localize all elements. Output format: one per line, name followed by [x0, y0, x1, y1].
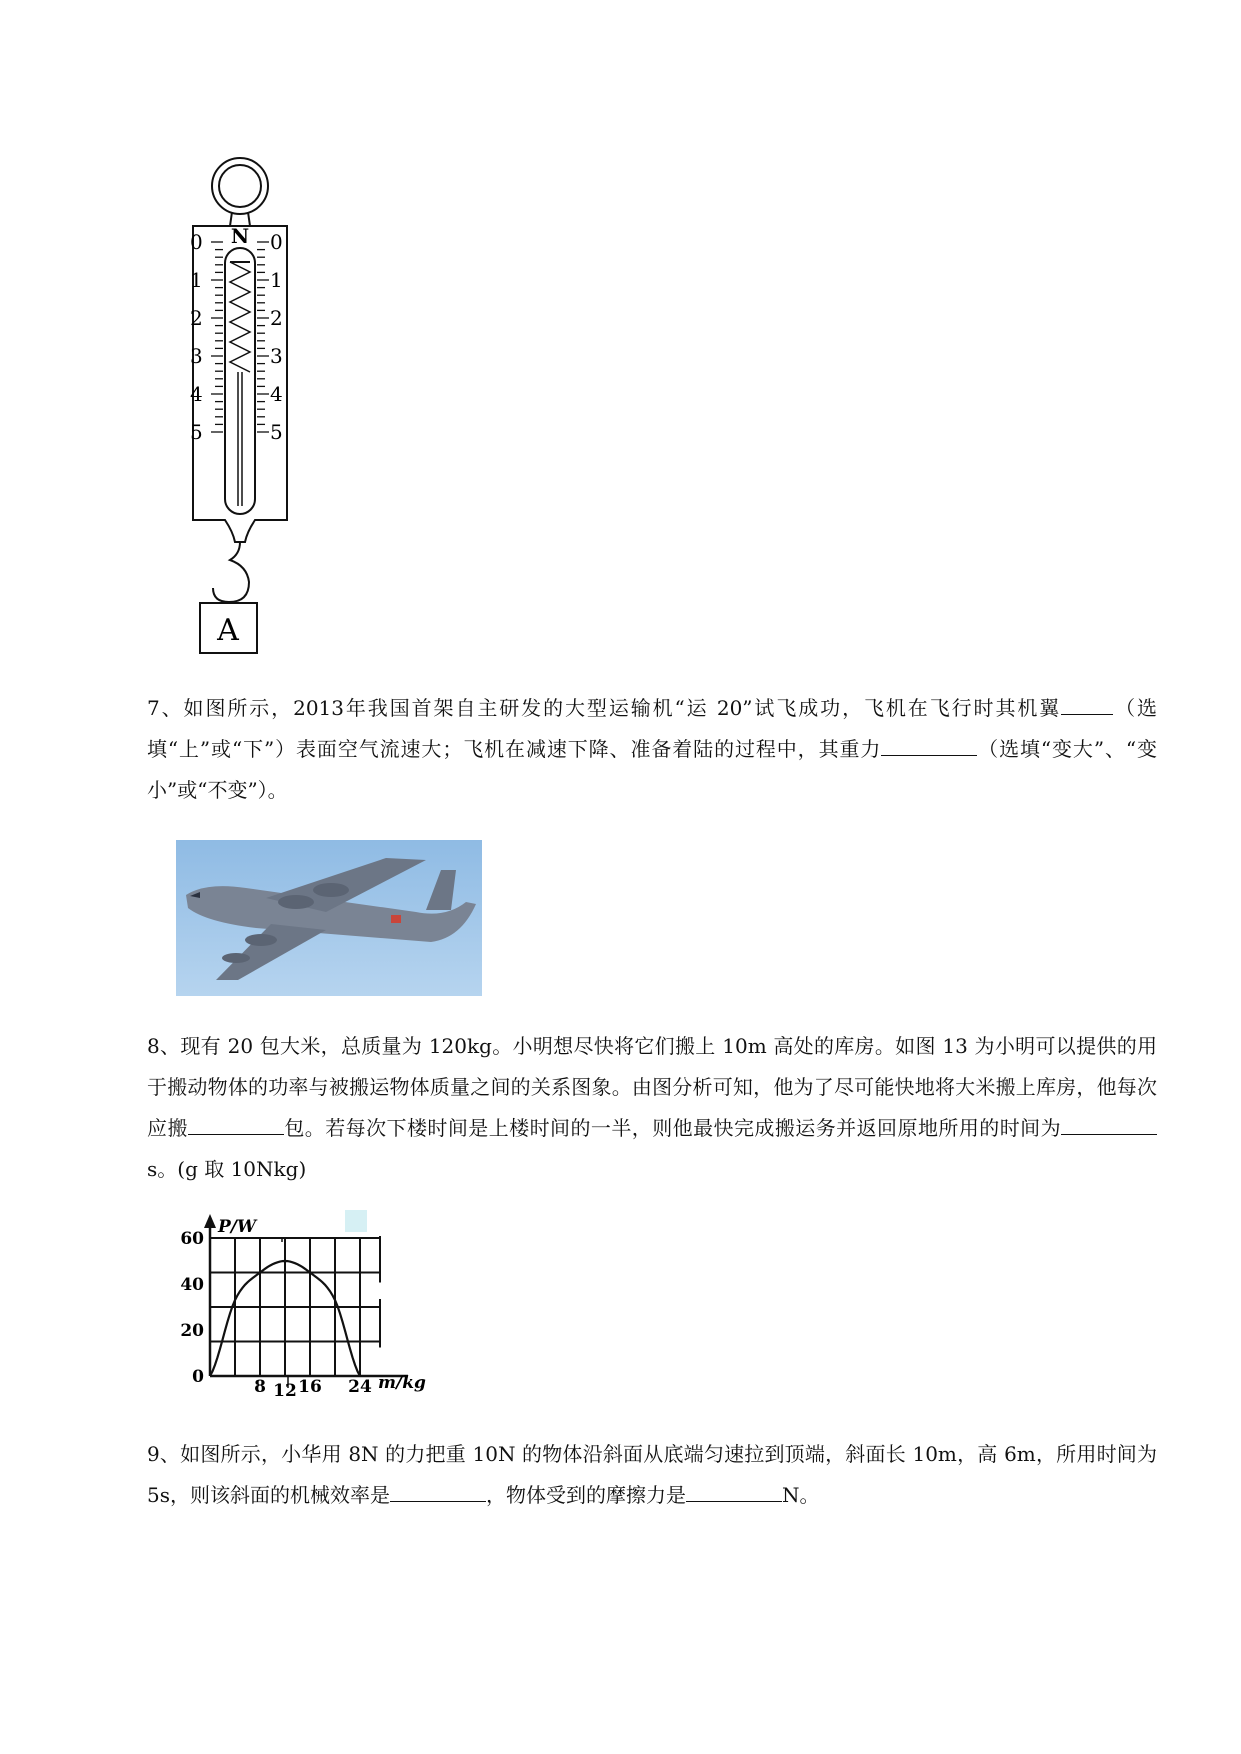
- q7-blank-2: [881, 733, 977, 756]
- x-axis-label: m/kg: [378, 1373, 426, 1393]
- tick-label-left-0: 0: [190, 230, 203, 254]
- unit-label: N: [230, 224, 250, 248]
- tick-label-right-1: 1: [270, 268, 283, 292]
- q9-text-1: 9、如图所示，小华用 8N 的力把重 10N 的物体沿斜面从底端匀速拉到顶端，斜面长 10m，高 6m，所用时间为 5s，则该斜面的机械效率是: [147, 1442, 1157, 1507]
- left-scale-ticks: [211, 242, 223, 432]
- q8-blank-1: [188, 1112, 284, 1135]
- q9-text-2: ，物体受到的摩擦力是: [486, 1483, 686, 1507]
- q7-text-3: （选填“变大”、“变小”或“不变”）。: [147, 737, 1157, 802]
- chart-grid: [210, 1236, 380, 1376]
- y-tick-label: 40: [180, 1275, 204, 1295]
- y-tick-label: 0: [192, 1367, 204, 1387]
- tick-label-left-4: 4: [190, 382, 203, 406]
- y-tick-label: 60: [180, 1229, 204, 1249]
- tick-label-right-2: 2: [270, 306, 283, 330]
- tick-label-left-3: 3: [190, 344, 203, 368]
- tick-label-right-0: 0: [270, 230, 283, 254]
- q9-blank-2: [686, 1479, 782, 1502]
- question-9: [147, 1434, 1157, 1516]
- spring-balance-figure: [185, 150, 305, 660]
- tick-label-left-1: 1: [190, 268, 203, 292]
- question-7: [147, 688, 1157, 811]
- q9-blank-1: [390, 1479, 486, 1502]
- x-tick-label: 16: [298, 1377, 322, 1397]
- tick-label-left-5: 5: [190, 420, 203, 444]
- q9-text-3: N。: [782, 1483, 820, 1507]
- transport-plane-photo: [176, 840, 482, 996]
- q7-text-1: 7、如图所示，2013年我国首架自主研发的大型运输机“运 20”试飞成功，飞机在飞行时其机翼: [147, 696, 1062, 720]
- x-tick-label: 24: [348, 1377, 372, 1397]
- q8-text-2: 包。若每次下楼时间是上楼时间的一半，则他最快完成搬运务并返回原地所用的时间为: [283, 1116, 1062, 1140]
- question-8: [147, 1026, 1157, 1190]
- x-tick-label: 12: [273, 1381, 297, 1400]
- q8-text-3: s。(g 取 10Nkg): [147, 1157, 307, 1181]
- tick-label-right-3: 3: [270, 344, 283, 368]
- q7-blank-1: [1061, 692, 1113, 715]
- q8-blank-2: [1061, 1112, 1157, 1135]
- tick-label-right-5: 5: [270, 420, 283, 444]
- q8-text-1: 8、现有 20 包大米，总质量为 120kg。小明想尽快将它们搬上 10m 高处的库房。如图 13 为小明可以提供的用于搬动物体的功率与被搬运物体质量之间的关系图象。由图分析可知，他为了尽可能快地将大米搬上库房，他每次应搬: [147, 1034, 1157, 1140]
- q7-text-2: （选填“上”或“下”）表面空气流速大；飞机在减速下降、准备着陆的过程中，其重力: [147, 696, 1157, 761]
- right-scale-ticks: [257, 242, 269, 432]
- tick-label-left-2: 2: [190, 306, 203, 330]
- tick-label-right-4: 4: [270, 382, 283, 406]
- x-tick-label: 8: [254, 1377, 266, 1397]
- y-axis-label: P/W: [218, 1217, 257, 1237]
- block-label: A: [217, 613, 239, 648]
- y-tick-label: 20: [180, 1321, 204, 1341]
- power-mass-chart: [170, 1210, 470, 1400]
